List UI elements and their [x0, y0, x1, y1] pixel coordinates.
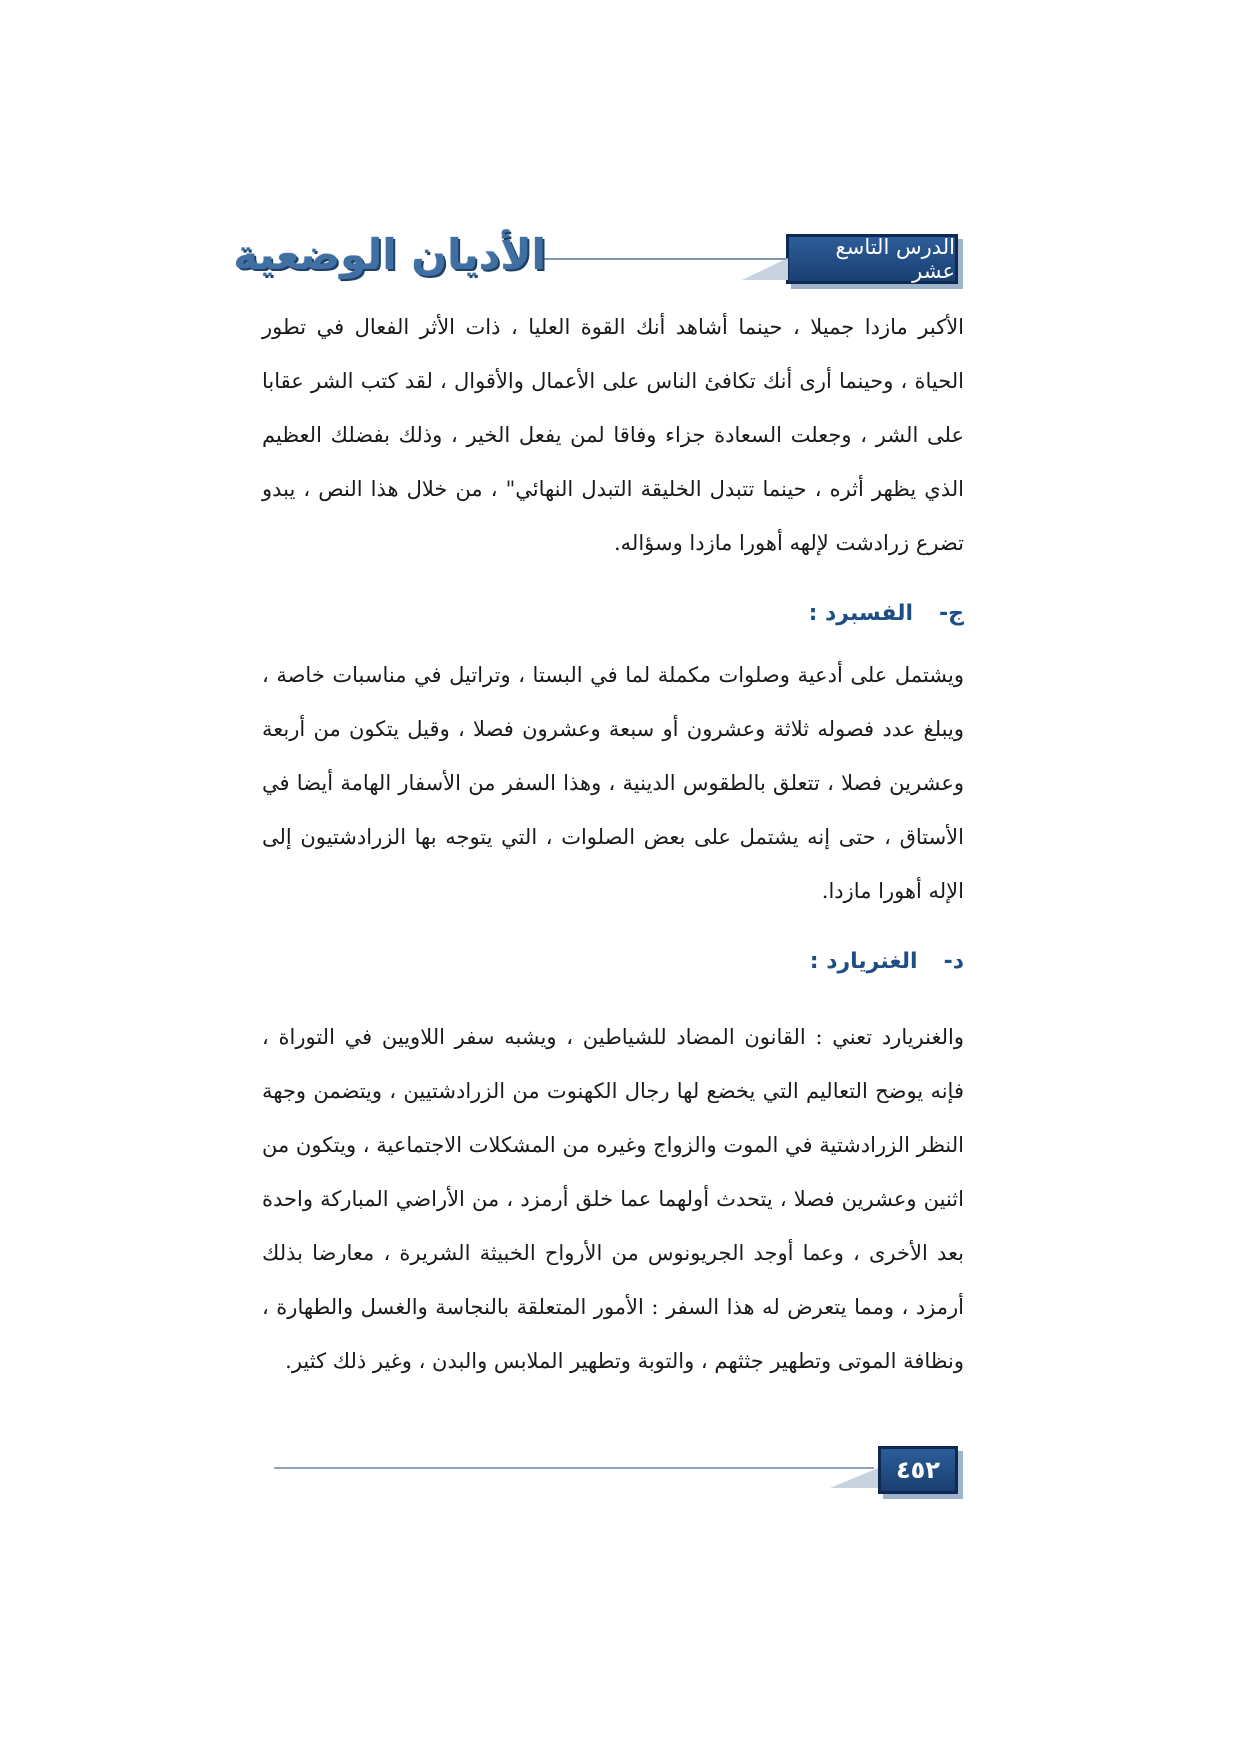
footer-rule [274, 1467, 874, 1469]
book-title: الأديان الوضعية [233, 230, 546, 279]
lesson-label: الدرس التاسع عشر [835, 235, 955, 283]
footer-ornament [830, 1468, 878, 1488]
lesson-badge [786, 234, 958, 284]
paragraph-intro: الأكبر مازدا جميلا ، حينما أشاهد أنك القوة العليا ، ذات الأثر الفعال في تطور الحياة ، وحينما أرى أنك تكافئ الناس على الأعمال والأقوال ، لقد كتب الشر عقابا على الشر ، وجعلت السعادة جزاء وفاقا لمن يفعل الخير ، وذلك بفضلك العظيم الذي يظهر أثره ، حينما تتبدل الخليقة التبدل النهائي" ، من خلال هذا النص ، يبدو تضرع زرادشت لإلهه أهورا مازدا وسؤاله. [262, 315, 964, 555]
paragraph-visperad: ويشتمل على أدعية وصلوات مكملة لما في البستا ، وتراتيل في مناسبات خاصة ، ويبلغ عدد فصوله ثلاثة وعشرون أو سبعة وعشرون فصلا ، وقيل يتكون من أربعة وعشرين فصلا ، تتعلق بالطقوس الدينية ، وهذا السفر من الأسفار الهامة أيضا في الأستاق ، حتى إنه يشتمل على بعض الصلوات ، التي يتوجه بها الزرادشتيون إلى الإله أهورا مازدا. [262, 663, 964, 903]
page-content [262, 300, 964, 1388]
section-title: الغنريارد : [809, 949, 918, 974]
header-ornament [742, 258, 788, 280]
section-letter: ج- [939, 601, 964, 626]
section-heading-vendidad [262, 928, 964, 996]
paragraph-vendidad: والغنريارد تعني : القانون المضاد للشياطين ، ويشبه سفر اللاويين في التوراة ، فإنه يوضح التعاليم التي يخضع لها رجال الكهنوت من الزرادشتيين ، ويتضمن وجهة النظر الزرادشتية في الموت والزواج وغيره من المشكلات الاجتماعية ، ويتكون من اثنين وعشرين فصلا ، يتحدث أولهما عما خلق أرمزد ، من الأراضي المباركة واحدة بعد الأخرى ، وعما أوجد الجريونوس من الأرواح الخبيثة الشريرة ، معارضا بذلك أرمزد ، ومما يتعرض له هذا السفر : الأمور المتعلقة بالنجاسة والغسل والطهارة ، ونظافة الموتى وتطهير جثثهم ، والتوبة وتطهير الملابس والبدن ، وغير ذلك كثير. [262, 1025, 964, 1373]
header-rule [542, 258, 786, 260]
page-number: ٤٥٢ [878, 1446, 958, 1494]
section-title: الفسبرد : [808, 601, 913, 626]
section-heading-visperad [262, 580, 964, 648]
section-letter: د- [943, 949, 964, 974]
